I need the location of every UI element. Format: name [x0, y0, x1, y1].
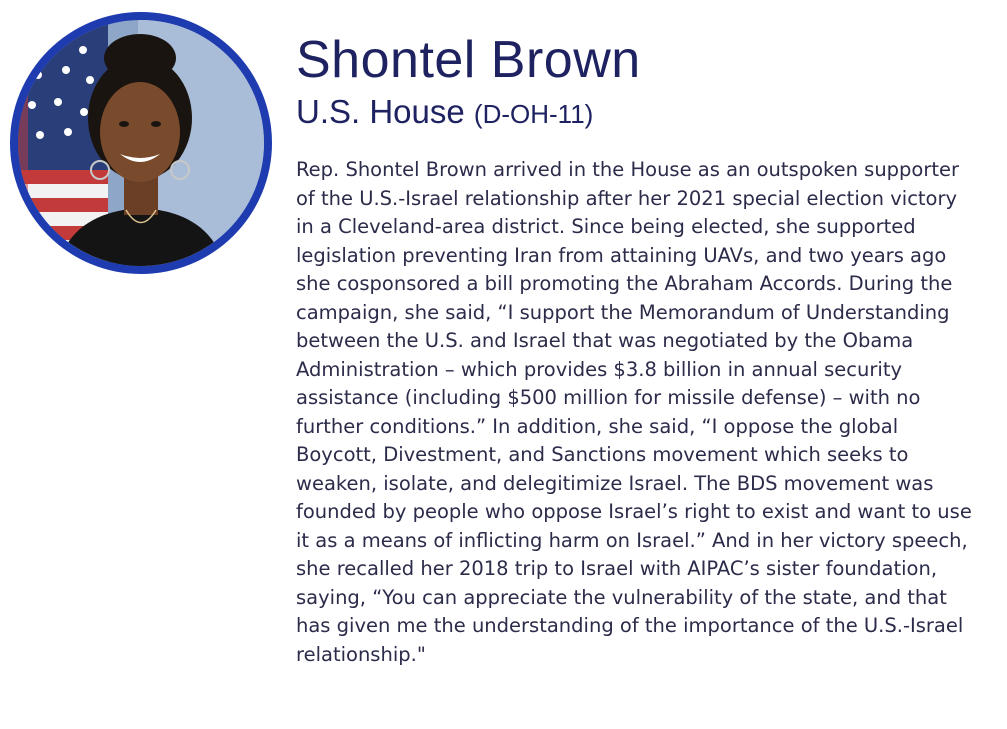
district-code: (D-OH-11)	[473, 99, 594, 129]
office-line	[296, 92, 976, 134]
representative-name: Shontel Brown	[296, 31, 641, 89]
portrait-photo	[18, 20, 264, 266]
office-title: U.S. House	[296, 93, 465, 130]
bio-paragraph: Rep. Shontel Brown arrived in the House as an outspoken supporter of the U.S.-Israel relationship after her 2021 special election victory in a Cleveland-area district. Since being elected, she supported legislation preventing Iran from attaining UAVs, and two years ago she cosponsored a bill promoting the Abraham Accords. During the campaign, she said, “I support the Memorandum of Understanding between the U.S. and Israel that was negotiated by the Obama Administration – which provides $3.8 billion in annual security assistance (including $500 million for missile defense) – with no further conditions.” In addition, she said, “I oppose the global Boycott, Divestment, and Sanctions movement which seeks to weaken, isolate, and delegitimize Israel. The BDS movement was founded by people who oppose Israel’s right to exist and want to use it as a means of inflicting harm on Israel.” And in her victory speech, she recalled her 2018 trip to Israel with AIPAC’s sister foundation, saying, “You can appreciate the vulnerability of the state, and that has given me the understanding of the importance of the U.S.-Israel relationship."	[296, 158, 972, 666]
portrait-frame	[10, 12, 272, 274]
profile-text	[296, 30, 976, 689]
